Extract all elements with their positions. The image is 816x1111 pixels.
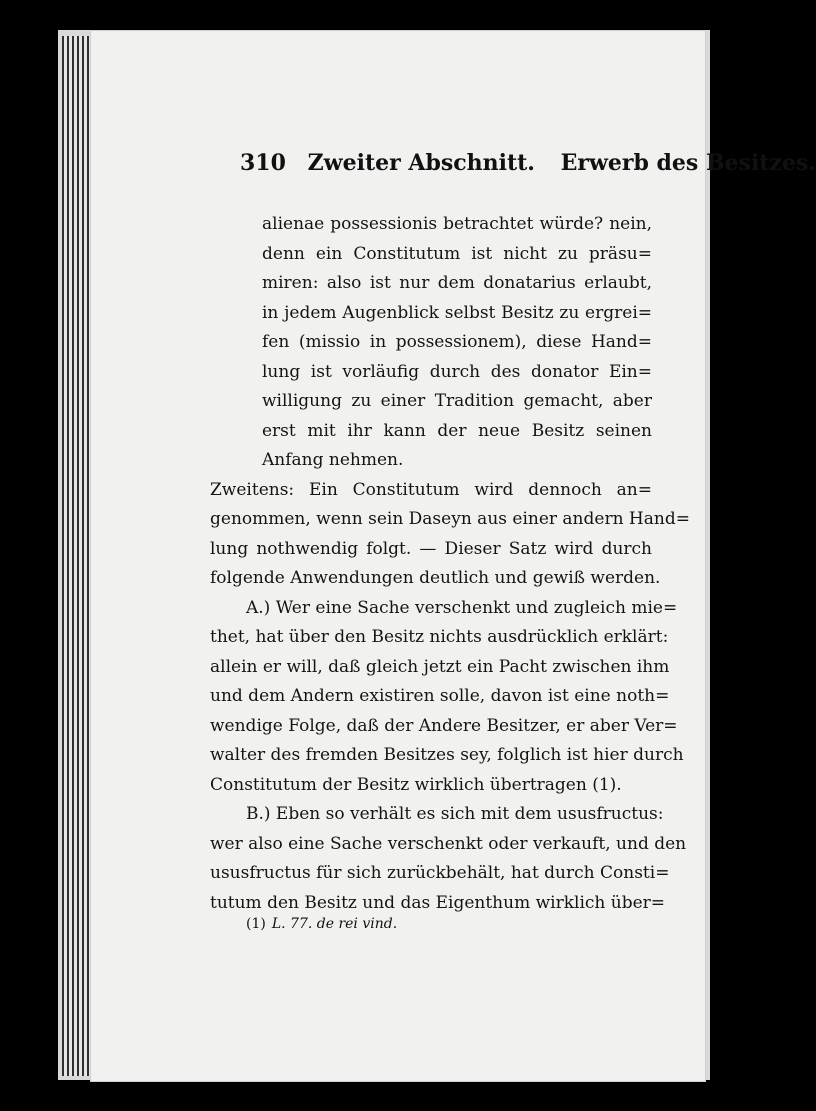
text-line: in jedem Augenblick selbst Besitz zu ergrei= xyxy=(262,302,652,323)
text-line: tutum den Besitz und das Eigenthum wirklich über= xyxy=(210,892,666,913)
text-line: genommen, wenn sein Daseyn aus einer andern Hand= xyxy=(210,509,690,529)
chapter-title: Erwerb des Besitzes. xyxy=(560,150,816,176)
text-line: erst mit ihr kann der neue Besitz seinen xyxy=(262,420,652,441)
text-line: allein er will, daß gleich jetzt ein Pacht zwischen ihm xyxy=(210,656,670,677)
running-header xyxy=(240,150,816,176)
text-line: folgende Anwendungen deutlich und gewiß werden. xyxy=(210,568,661,588)
text-line: B.) Eben so verhält es sich mit dem ususfructus: xyxy=(246,804,664,824)
text-line: walter des fremden Besitzes sey, folglich ist hier durch xyxy=(210,745,684,765)
page-number: 310 xyxy=(240,150,286,176)
text-line: A.) Wer eine Sache verschenkt und zugleich mie= xyxy=(246,597,678,618)
text-line: lung nothwendig folgt. — Dieser Satz wird durch xyxy=(210,538,652,559)
text-line: willigung zu einer Tradition gemacht, aber xyxy=(262,391,652,411)
text-line: wendige Folge, daß der Andere Besitzer, er aber Ver= xyxy=(210,715,678,736)
text-line: Constitutum der Besitz wirklich übertragen (1). xyxy=(210,774,622,795)
text-line: alienae possessionis betrachtet würde? nein, xyxy=(262,214,652,234)
body-text xyxy=(210,210,690,918)
text-line: ususfructus für sich zurückbehält, hat durch Consti= xyxy=(210,863,670,883)
text-line: Anfang nehmen. xyxy=(262,450,404,470)
text-line: thet, hat über den Besitz nichts ausdrücklich erklärt: xyxy=(210,627,669,647)
footnote-marker: (1) xyxy=(246,916,266,932)
text-line: lung ist vorläufig durch des donator Ein= xyxy=(262,361,652,382)
text-line: miren: also ist nur dem donatarius erlaubt, xyxy=(262,273,652,293)
text-line: Zweitens: Ein Constitutum wird dennoch an= xyxy=(210,479,652,500)
footnote xyxy=(246,916,397,932)
footnote-text: L. 77. de rei vind. xyxy=(271,916,398,932)
text-line: wer also eine Sache verschenkt oder verkauft, und den xyxy=(210,833,687,854)
text-line: denn ein Constitutum ist nicht zu präsu= xyxy=(262,243,652,264)
book-spine xyxy=(62,36,92,1076)
section-title: Zweiter Abschnitt. xyxy=(307,150,535,176)
text-line: fen (missio in possessionem), diese Hand= xyxy=(262,332,652,352)
text-line: und dem Andern existiren solle, davon ist eine noth= xyxy=(210,686,670,706)
